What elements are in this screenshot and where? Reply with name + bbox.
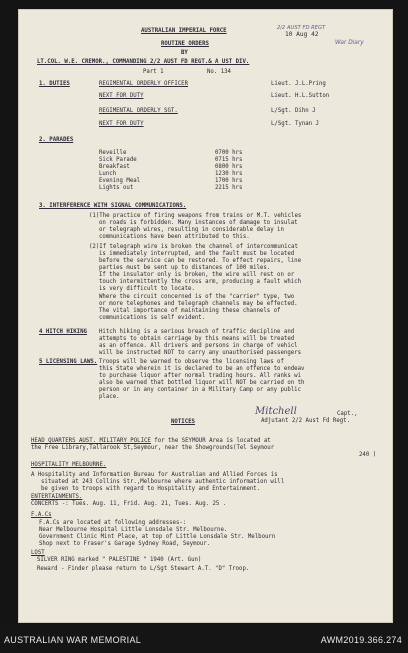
duty-person: L/Sgt. Tynan J [271, 121, 319, 127]
parade-name: Lights out [99, 185, 134, 191]
paragraph-line: the Free Library,Tallarook St,Seymour, near the Showgrounds(Tel Seymour [31, 445, 275, 451]
paragraph-line: place. [99, 394, 120, 400]
hospitality-heading: HOSPITALITY MELBOURNE. [31, 462, 107, 468]
lost-heading: LOST [31, 550, 45, 556]
duty-role: REGIMENTAL ORDERLY OFFICER [99, 81, 189, 87]
duty-person: Lieut. H.L.Sutton [271, 93, 330, 99]
parade-name: Evening Meal [99, 178, 141, 184]
commander-line: LT.COL. W.E. CREMOR., COMMANDING 2/2 AUST FD REGT.& A UST DIV. [37, 59, 250, 65]
parade-time: 2215 hrs [215, 185, 243, 191]
paragraph-line: SILVER RING marked " PALESTINE " 1940 (Art. Gun) [37, 557, 202, 563]
parade-time: 1230 hrs [215, 171, 243, 177]
paragraph-line: Government Clinic Mint Place, at top of Little Lonsdale Str. Melbourn [39, 534, 276, 540]
military-police-text: for the SEYMOUR Area is located at [150, 438, 271, 444]
parade-name: Sick Parade [99, 157, 137, 163]
footer-institution: AUSTRALIAN WAR MEMORIAL [4, 635, 142, 645]
paragraph-line: communications have been attributed to this. [99, 234, 250, 240]
paragraph-line: also be warned that bottled liquor will NOT be carried on th [99, 380, 305, 386]
paragraph-line: F.A.Cs are located at following addresses-: [39, 520, 187, 526]
paragraph-line: parties must be sent up to distances of 100 miles. [99, 265, 271, 271]
concerts-line: CONCERTS -: Tues. Aug. 11, Frid. Aug. 21, Tues. Aug. 25 . [31, 501, 227, 507]
paragraph-line: touch intermittently the cross arm, producing a fault which [99, 279, 302, 285]
paragraph-line: Shop next to Fraser's Garage Sydney Road, Seymour. [39, 541, 211, 547]
parade-time: 0715 hrs [215, 157, 243, 163]
paragraph-line: situated at 243 Collins Str.,Melbourne where authentic information will [41, 479, 285, 485]
paragraph-line: to purchase liquor after normal trading hours. All ranks wi [99, 373, 302, 379]
paragraph-line: before the service can be restored. To effect repairs, line [99, 258, 302, 264]
paragraph-line: (1)The practice of firing weapons from trains or M.T. vehicles [89, 213, 302, 219]
unit-stamp: 2/2 AUST FD REGT [277, 25, 326, 31]
paragraph-line: be given to troops with regard to Hospitality and Entertainment. [41, 486, 261, 492]
paragraph-line: Where the circuit concerned is of the "carrier" type, two [99, 294, 295, 300]
paragraph-line: or more telephones and telegraph channels may be effected. [99, 301, 298, 307]
by-label: BY [181, 50, 188, 56]
paragraph-line: attempts to obtain carriage by this means will be treated [99, 336, 295, 342]
document-page [19, 10, 392, 622]
paragraph-line: person or in any container in a Military Camp or any public [99, 387, 302, 393]
footer-accession-number: AWM2019.366.274 [320, 635, 402, 645]
paragraph-line: is very difficult to locate. [99, 286, 195, 292]
paragraph-line: this State wherein it is declared to be an offence to endeav [99, 366, 305, 372]
document-title: AUSTRALIAN IMPERIAL FORCE [141, 28, 227, 34]
parade-time: 0700 hrs [215, 150, 243, 156]
parade-time: 0800 hrs [215, 164, 243, 170]
parades-heading: 2. PARADES [39, 137, 74, 143]
paragraph-line: will be instructed NOT to carry any unauthorised passengers [99, 350, 302, 356]
order-number: No. 134 [207, 69, 231, 75]
adjutant-signature: Mitchell [255, 406, 297, 417]
paragraph-line: If the insulator only is broken, the wire will rest on or [99, 272, 295, 278]
paragraph-line: communications is self evident. [99, 315, 206, 321]
paragraph-line: Troops will be warned to observe the licensing laws of [99, 359, 284, 365]
duties-heading: 1. DUTIES [39, 81, 70, 87]
paragraph-line: Hitch hiking is a serious breach of traffic decipline and [99, 329, 295, 335]
fac-heading: F.A.Cs [31, 512, 52, 518]
archive-footer [0, 627, 408, 653]
entertainments-heading: ENTERTAINMENTS. [31, 494, 83, 500]
parade-name: Breakfast [99, 164, 130, 170]
parade-time: 1700 hrs [215, 178, 243, 184]
duty-role: NEXT FOR DUTY [99, 93, 144, 99]
paragraph-line: Near Melbourne Hospital Little Lonsdale Str. Melbourne. [39, 527, 228, 533]
signature-title: Adjutant 2/2 Aust Fd Regt. [261, 418, 351, 424]
signature-rank: Capt., [337, 411, 358, 417]
paragraph-line: or telegraph wires, resulting in considerable delay in [99, 227, 284, 233]
licensing-heading: 5 LICENSING LAWS. [39, 359, 98, 365]
paragraph-line: 240 ) [359, 452, 377, 458]
interference-heading: 3. INTERFERENCE WITH SIGNAL COMMUNICATIONS. [39, 203, 187, 209]
parade-name: Reveille [99, 150, 127, 156]
military-police-notice [31, 438, 271, 444]
paragraph-line: is immediately interrupted, and the fault must be located [99, 251, 295, 257]
parade-name: Lunch [99, 171, 117, 177]
order-date: 10 Aug 42 [285, 31, 319, 38]
military-police-heading: HEAD QUARTERS AUST. MILITARY POLICE [31, 438, 151, 444]
paragraph-line: on roads is forbidden. Many instances of damage to insulat [99, 220, 298, 226]
duty-person: Lieut. J.L.Pring [271, 81, 326, 87]
duty-role: NEXT FOR DUTY [99, 121, 144, 127]
duty-role: REGIMENTAL ORDERLY SGT. [99, 108, 178, 114]
routine-orders-heading: ROUTINE ORDERS [161, 41, 209, 47]
paragraph-line: as an offence. All drivers and persons in charge of vehicl [99, 343, 298, 349]
part-label: Part 1 [143, 69, 164, 75]
paragraph-line: Reward - Finder please return to L/Sgt Stewart A.T. "D" Troop. [37, 566, 250, 572]
paragraph-line: (2)If telegraph wire is broken the channel of intercommunicat [89, 244, 298, 250]
paragraph-line: A Hospitality and Information Bureau for Australian and Allied Forces is [31, 472, 278, 478]
hitch-hiking-heading: 4 HITCH HIKING [39, 329, 87, 335]
paragraph-line: The vital importance of maintaining these channels of [99, 308, 281, 314]
war-diary-pencil-note: War Diary [335, 40, 364, 46]
notices-heading: NOTICES [171, 419, 195, 425]
duty-person: L/Sgt. Dihn J [271, 108, 316, 114]
